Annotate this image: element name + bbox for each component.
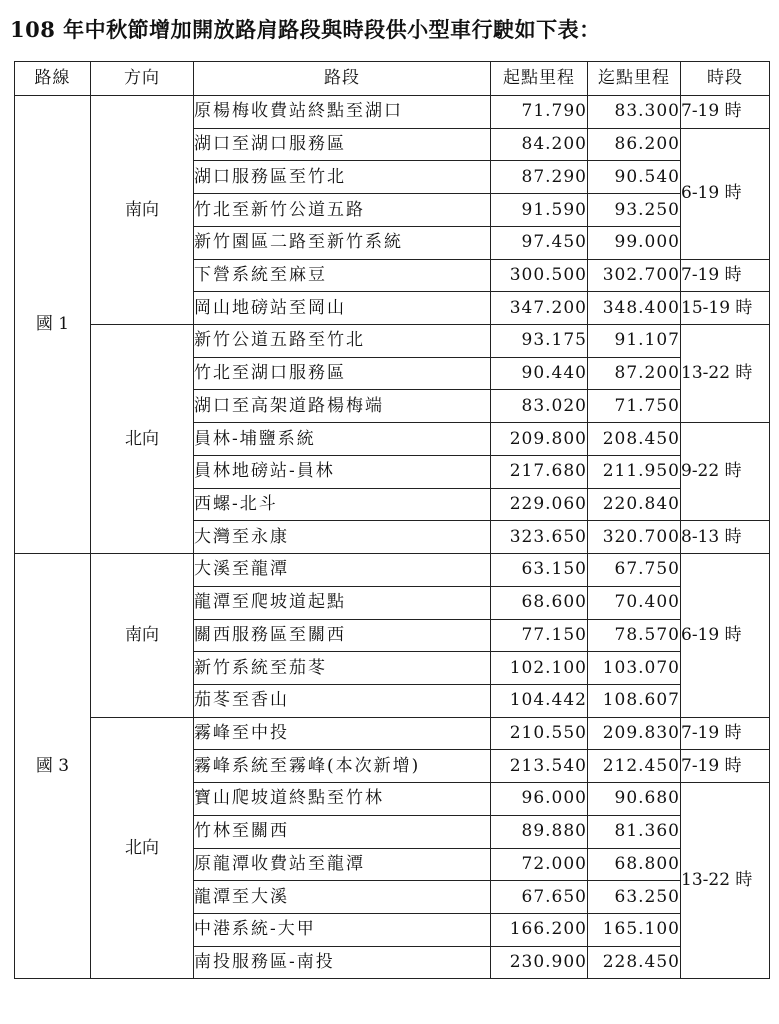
segment-cell: 岡山地磅站至岡山 [194, 292, 491, 325]
table-row [15, 96, 770, 129]
segment-cell: 員林-埔鹽系統 [194, 423, 491, 456]
segment-cell: 竹北至新竹公道五路 [194, 194, 491, 227]
end-km-cell: 71.750 [588, 390, 681, 423]
start-km-cell: 213.540 [491, 750, 588, 783]
segment-cell: 新竹園區二路至新竹系統 [194, 226, 491, 259]
start-km-cell: 323.650 [491, 521, 588, 554]
start-km-cell: 90.440 [491, 357, 588, 390]
time-cell: 8-13 時 [681, 521, 770, 554]
header-route: 路線 [15, 62, 91, 96]
end-km-cell: 70.400 [588, 586, 681, 619]
segment-cell: 大溪至龍潭 [194, 554, 491, 587]
end-km-cell: 228.450 [588, 946, 681, 979]
segment-cell: 關西服務區至關西 [194, 619, 491, 652]
start-km-cell: 102.100 [491, 652, 588, 685]
end-km-cell: 91.107 [588, 325, 681, 358]
start-km-cell: 97.450 [491, 226, 588, 259]
end-km-cell: 99.000 [588, 226, 681, 259]
route-cell: 國 3 [15, 554, 91, 979]
start-km-cell: 347.200 [491, 292, 588, 325]
end-km-cell: 90.540 [588, 161, 681, 194]
start-km-cell: 104.442 [491, 684, 588, 717]
direction-cell: 北向 [91, 325, 194, 554]
end-km-cell: 81.360 [588, 815, 681, 848]
time-cell: 13-22 時 [681, 783, 770, 979]
table-row [15, 554, 770, 587]
end-km-cell: 220.840 [588, 488, 681, 521]
segment-cell: 原楊梅收費站終點至湖口 [194, 96, 491, 129]
time-cell: 7-19 時 [681, 259, 770, 292]
time-cell: 15-19 時 [681, 292, 770, 325]
segment-cell: 龍潭至大溪 [194, 881, 491, 914]
start-km-cell: 84.200 [491, 128, 588, 161]
end-km-cell: 108.607 [588, 684, 681, 717]
segment-cell: 寶山爬坡道終點至竹林 [194, 783, 491, 816]
start-km-cell: 300.500 [491, 259, 588, 292]
end-km-cell: 165.100 [588, 913, 681, 946]
end-km-cell: 348.400 [588, 292, 681, 325]
segment-cell: 竹北至湖口服務區 [194, 357, 491, 390]
header-time: 時段 [681, 62, 770, 96]
end-km-cell: 67.750 [588, 554, 681, 587]
end-km-cell: 90.680 [588, 783, 681, 816]
end-km-cell: 211.950 [588, 455, 681, 488]
start-km-cell: 91.590 [491, 194, 588, 227]
start-km-cell: 67.650 [491, 881, 588, 914]
route-cell: 國 1 [15, 96, 91, 554]
end-km-cell: 103.070 [588, 652, 681, 685]
direction-cell: 南向 [91, 554, 194, 718]
segment-cell: 湖口至高架道路楊梅端 [194, 390, 491, 423]
segment-cell: 原龍潭收費站至龍潭 [194, 848, 491, 881]
time-cell: 7-19 時 [681, 96, 770, 129]
segment-cell: 龍潭至爬坡道起點 [194, 586, 491, 619]
start-km-cell: 68.600 [491, 586, 588, 619]
end-km-cell: 83.300 [588, 96, 681, 129]
start-km-cell: 63.150 [491, 554, 588, 587]
end-km-cell: 87.200 [588, 357, 681, 390]
start-km-cell: 72.000 [491, 848, 588, 881]
segment-cell: 新竹公道五路至竹北 [194, 325, 491, 358]
start-km-cell: 89.880 [491, 815, 588, 848]
segment-cell: 茄苳至香山 [194, 684, 491, 717]
end-km-cell: 86.200 [588, 128, 681, 161]
start-km-cell: 230.900 [491, 946, 588, 979]
start-km-cell: 87.290 [491, 161, 588, 194]
document-title: 108 年中秋節增加開放路肩路段與時段供小型車行駛如下表： [10, 17, 601, 42]
start-km-cell: 166.200 [491, 913, 588, 946]
segment-cell: 大灣至永康 [194, 521, 491, 554]
start-km-cell: 93.175 [491, 325, 588, 358]
segment-cell: 下營系統至麻豆 [194, 259, 491, 292]
segment-cell: 湖口服務區至竹北 [194, 161, 491, 194]
end-km-cell: 68.800 [588, 848, 681, 881]
end-km-cell: 209.830 [588, 717, 681, 750]
segment-cell: 竹林至關西 [194, 815, 491, 848]
time-cell: 6-19 時 [681, 554, 770, 718]
start-km-cell: 210.550 [491, 717, 588, 750]
segment-cell: 南投服務區-南投 [194, 946, 491, 979]
segment-cell: 霧峰至中投 [194, 717, 491, 750]
time-cell: 7-19 時 [681, 750, 770, 783]
end-km-cell: 78.570 [588, 619, 681, 652]
table-row [15, 717, 770, 750]
direction-cell: 南向 [91, 96, 194, 325]
end-km-cell: 302.700 [588, 259, 681, 292]
start-km-cell: 83.020 [491, 390, 588, 423]
start-km-cell: 229.060 [491, 488, 588, 521]
schedule-table [14, 61, 770, 979]
time-cell: 13-22 時 [681, 325, 770, 423]
header-row [15, 62, 770, 96]
header-segment: 路段 [194, 62, 491, 96]
segment-cell: 中港系統-大甲 [194, 913, 491, 946]
header-direction: 方向 [91, 62, 194, 96]
start-km-cell: 96.000 [491, 783, 588, 816]
end-km-cell: 93.250 [588, 194, 681, 227]
time-cell: 9-22 時 [681, 423, 770, 521]
end-km-cell: 208.450 [588, 423, 681, 456]
time-cell: 7-19 時 [681, 717, 770, 750]
segment-cell: 新竹系統至茄苳 [194, 652, 491, 685]
end-km-cell: 63.250 [588, 881, 681, 914]
segment-cell: 霧峰系統至霧峰(本次新增) [194, 750, 491, 783]
end-km-cell: 320.700 [588, 521, 681, 554]
start-km-cell: 209.800 [491, 423, 588, 456]
segment-cell: 西螺-北斗 [194, 488, 491, 521]
table-row [15, 325, 770, 358]
segment-cell: 員林地磅站-員林 [194, 455, 491, 488]
direction-cell: 北向 [91, 717, 194, 979]
segment-cell: 湖口至湖口服務區 [194, 128, 491, 161]
time-cell: 6-19 時 [681, 128, 770, 259]
header-start-km: 起點里程 [491, 62, 588, 96]
end-km-cell: 212.450 [588, 750, 681, 783]
start-km-cell: 217.680 [491, 455, 588, 488]
start-km-cell: 71.790 [491, 96, 588, 129]
start-km-cell: 77.150 [491, 619, 588, 652]
header-end-km: 迄點里程 [588, 62, 681, 96]
